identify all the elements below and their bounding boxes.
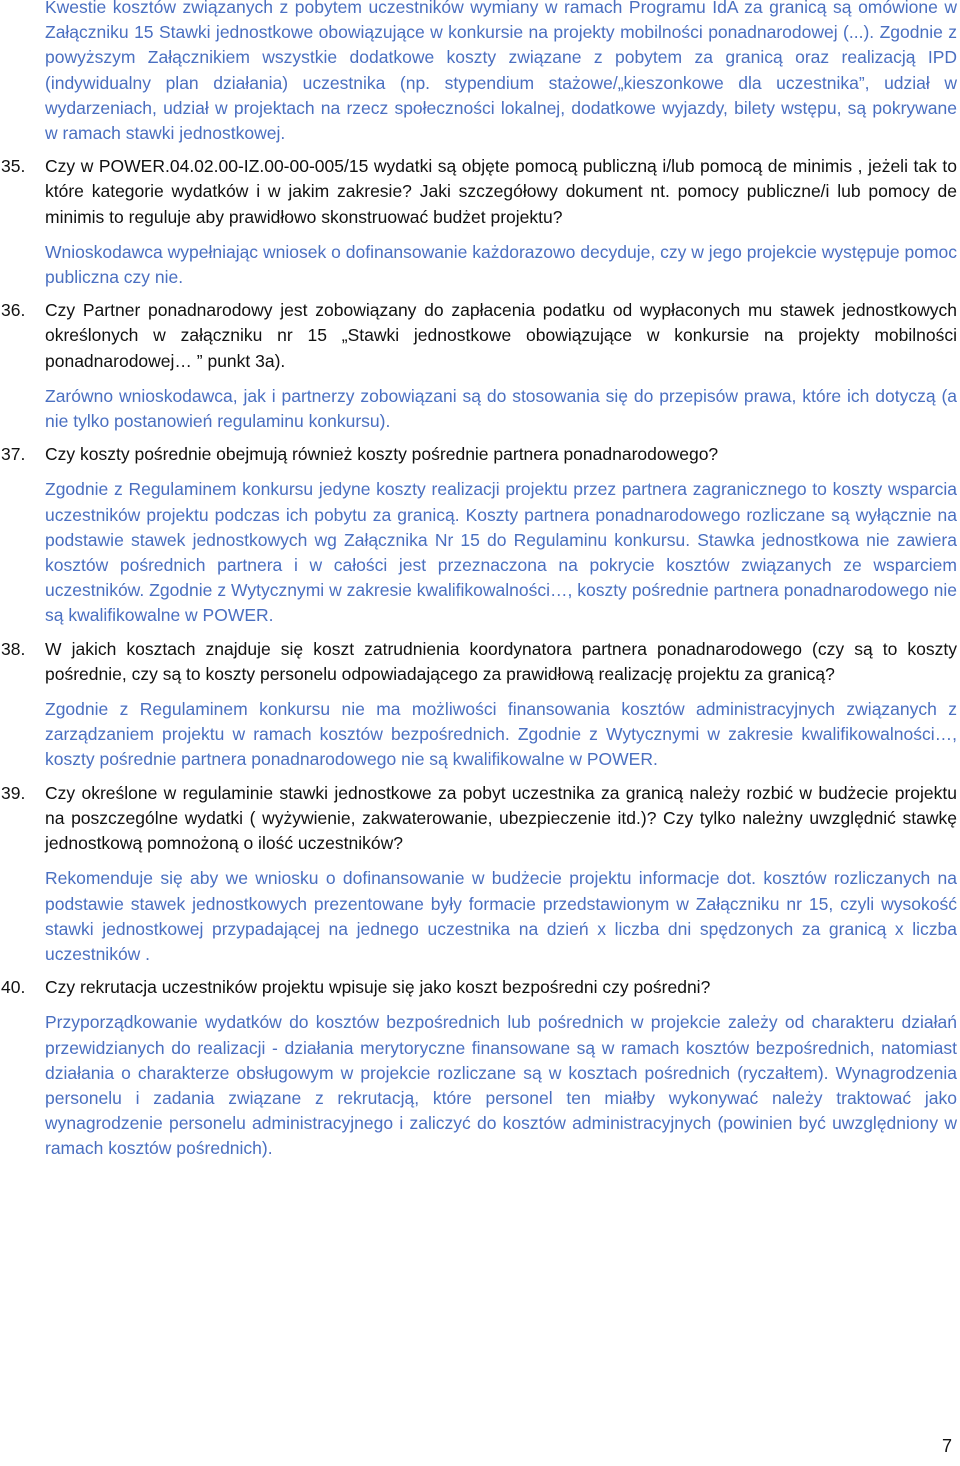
- question-number: 39.: [1, 782, 26, 803]
- question-text: Czy koszty pośrednie obejmują również koszty pośrednie partnera ponadnarodowego?: [45, 444, 719, 465]
- question-37: [1, 442, 957, 467]
- answer-36: Zarówno wnioskodawca, jak i partnerzy zobowiązani są do stosowania się do przepisów prawa, które ich dotyczą (a nie tylko postanowień regulaminu konkursu).: [45, 385, 957, 432]
- question-number: 40.: [1, 977, 26, 998]
- question-number: 35.: [1, 156, 26, 177]
- question-38: [1, 637, 957, 687]
- question-text: W jakich kosztach znajduje się koszt zatrudnienia koordynatora partnera ponadnarodowego (czy są to koszty pośrednie, czy są to koszty personelu odpowiadającego za prawidłową realizację projektu za granicą?: [45, 638, 957, 684]
- question-text: Czy w POWER.04.02.00-IZ.00-00-005/15 wydatki są objęte pomocą publiczną i/lub pomocą de minimis , jeżeli tak to które kategorie wydatków i w jakim zakresie? Jaki szczegółowy dokument nt. pomocy publiczne/i lub pomocy de minimis to reguluje aby prawidłowo skonstruować budżet projektu?: [45, 156, 957, 227]
- answer-38: Zgodnie z Regulaminem konkursu nie ma możliwości finansowania kosztów administracyjnych związanych z zarządzaniem projektu w ramach kosztów bezpośrednich. Zgodnie z Wytycznymi w zakresie kwalifikowalności…, koszty pośrednie partnera ponadnarodowego nie są kwalifikowalne w POWER.: [45, 699, 957, 770]
- question-39: [1, 781, 957, 857]
- question-number: 38.: [1, 638, 26, 659]
- answer-35: Wnioskodawca wypełniając wniosek o dofinansowanie każdorazowo decyduje, czy w jego projekcie występuje pomoc publiczna czy nie.: [45, 241, 957, 288]
- answer-40: Przyporządkowanie wydatków do kosztów bezpośrednich lub pośrednich w projekcie zależy od charakteru działań przewidzianych do realizacji - działania merytoryczne finansowane są w ramach kosztów bezpośrednich, natomiast działania o charakterze obsługowym w projekcie rozliczane są w kosztach pośrednich (ryczałtem). Wynagrodzenia personelu i zadania związane z rekrutacją, które personel ten miałby wykonywać należy traktować jako wynagrodzenie personelu administracyjnego i zaliczyć do kosztów administracyjnych (powinien być uwzględniony w ramach kosztów pośrednich).: [45, 1012, 957, 1159]
- question-40: [1, 975, 957, 1000]
- answer-37: Zgodnie z Regulaminem konkursu jedyne koszty realizacji projektu przez partnera zagranicznego to koszty wsparcia uczestników projektu podczas ich pobytu za granicą. Koszty partnera ponadnarodowego rozliczane są wyłącznie na podstawie stawek jednostkowych wg Załącznika Nr 15 do Regulaminu konkursu. Stawka jednostkowa nie zawiera kosztów pośrednich partnera i w całości jest przeznaczona na pokrycie kosztów związanych ze wsparciem uczestników. Zgodnie z Wytycznymi w zakresie kwalifikowalności…, koszty pośrednie partnera ponadnarodowego nie są kwalifikowalne w POWER.: [45, 479, 957, 626]
- answer-39: Rekomenduje się aby we wniosku o dofinansowanie w budżecie projektu informacje dot. kosztów rozliczanych na podstawie stawek jednostkowych prezentowane były formacie przedstawionym w Załączniku nr 15, czyli wysokość stawki jednostkowej przypadającej na jednego uczestnika na dzień x liczba dni spędzonych za granicą x liczba uczestników .: [45, 868, 957, 964]
- question-text: Czy rekrutacja uczestników projektu wpisuje się jako koszt bezpośredni czy pośredni?: [45, 977, 711, 998]
- question-36: [1, 298, 957, 374]
- question-number: 36.: [1, 300, 26, 321]
- question-text: Czy Partner ponadnarodowy jest zobowiązany do zapłacenia podatku od wypłaconych mu stawek jednostkowych określonych w załączniku nr 15 „Stawki jednostkowe obowiązujące w konkursie na projekty mobilności ponadnarodowej… ” punkt 3a).: [45, 300, 957, 371]
- page-number: 7: [941, 1436, 952, 1456]
- document-page: [1, 0, 957, 1170]
- question-text: Czy określone w regulaminie stawki jednostkowe za pobyt uczestnika za granicą należy rozbić w budżecie projektu na poszczególne wydatki ( wyżywienie, zakwaterowanie, ubezpieczenie itd.)? Czy tylko należny uwzględnić stawkę jednostkową pomnożoną o ilość uczestników?: [45, 782, 957, 854]
- question-35: [1, 154, 957, 230]
- intro-answer-paragraph: Kwestie kosztów związanych z pobytem uczestników wymiany w ramach Programu IdA za granicą są omówione w Załączniku 15 Stawki jednostkowe obowiązujące w konkursie na projekty mobilności ponadnarodowej (...). Zgodnie z powyższym Załącznikiem wszystkie dodatkowe koszty związane z pobytem za granicą oraz realizacją IPD (indywidualny plan działania) uczestnika (np. stypendium stażowe/„kieszonkowe dla uczestnika”, udział w wydarzeniach, udział w projektach na rzecz społeczności lokalnej, dodatkowe wyjazdy, bilety wstępu, są pokrywane w ramach stawki jednostkowej.: [45, 0, 957, 144]
- question-number: 37.: [1, 444, 26, 465]
